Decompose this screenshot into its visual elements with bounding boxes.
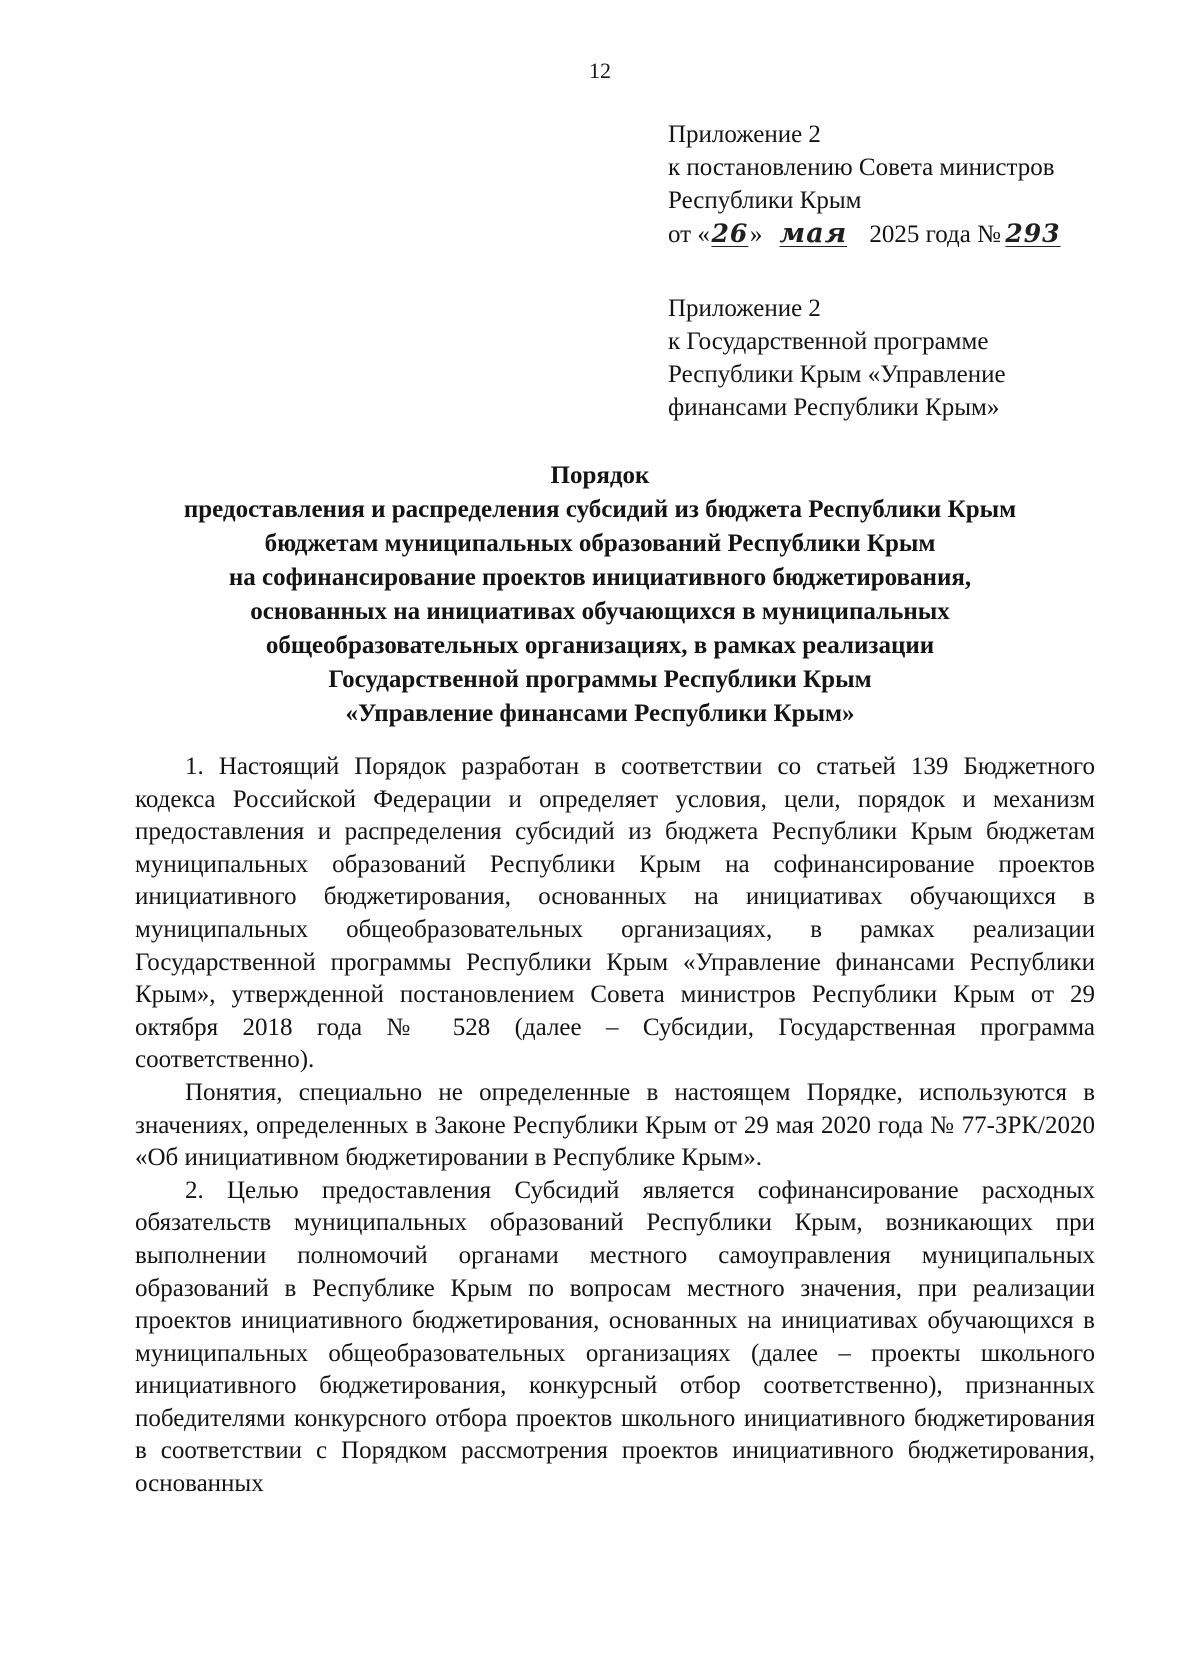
paragraph-2: 2. Целью предоставления Субсидий является софинансирование расходных обязательств муниципальных образований Республики Крым, возникающих при выполнении полномочий органами местного самоуправления муниципальных образований в Республике Крым по вопросам местного значения, при реализации проектов инициативного бюджетирования, основанных на инициативах обучающихся в муниципальных общеобразовательных организациях (далее – проекты школьного инициативного бюджетирования, конкурсный отбор соответственно), признанных победителями конкурсного отбора проектов школьного инициативного бюджетирования в соответствии с Порядком рассмотрения проектов инициативного бюджетирования, основанных (135, 1176, 1095, 1498)
appendix-header-program (668, 292, 1128, 424)
title-line: предоставления и распределения субсидий из бюджета Республики Крым (183, 496, 1017, 523)
document-title (0, 459, 1200, 731)
date-year: 2025 года № (869, 221, 1001, 248)
title-line: на софинансирование проектов инициативного бюджетирования, (228, 564, 972, 591)
appendix-title: Приложение 2 (668, 121, 821, 148)
appendix-header-resolution (668, 118, 1128, 251)
title-line: «Управление финансами Республики Крым» (345, 700, 855, 727)
date-prefix: от « (668, 221, 710, 248)
title-line: бюджетам муниципальных образований Республики Крым (264, 530, 936, 557)
appendix-reference: к Государственной программе (668, 328, 989, 355)
date-mid: » (749, 221, 763, 248)
title-line: основанных на инициативах обучающихся в муниципальных (250, 598, 950, 625)
page-number: 12 (589, 58, 611, 83)
appendix-reference-cont: Республики Крым «Управление (668, 361, 1006, 388)
title-heading: Порядок (550, 462, 650, 489)
paragraph-1: 1. Настоящий Порядок разработан в соответствии со статьей 139 Бюджетного кодекса Российской Федерации и определяет условия, цели, порядок и механизм предоставления и распределения субсидий из бюджета Республики Крым бюджетам муниципальных образований Республики Крым на софинансирование проектов инициативного бюджетирования, основанных на инициативах обучающихся в муниципальных общеобразовательных организациях, в рамках реализации Государственной программы Республики Крым «Управление финансами Республики Крым», утвержденной постановлением Совета министров Республики Крым от 29 октября 2018 года № 528 (далее – Субсидии, Государственная программа соответственно). (135, 753, 1095, 1074)
title-line: Государственной программы Республики Крым (328, 666, 872, 693)
handwritten-month: мая (779, 218, 848, 249)
appendix-reference-cont: финансами Республики Крым» (668, 394, 1000, 421)
appendix-title: Приложение 2 (668, 295, 821, 322)
appendix-reference: к постановлению Совета министров (668, 154, 1055, 181)
paragraph-1-definitions: Понятия, специально не определенные в настоящем Порядке, используются в значениях, определенных в Законе Республики Крым от 29 мая 2020 года № 77-ЗРК/2020 «Об инициативном бюджетировании в Республике Крым». (135, 1078, 1095, 1172)
title-line: общеобразовательных организациях, в рамках реализации (265, 632, 935, 659)
document-body (135, 751, 1095, 1501)
appendix-reference-cont: Республики Крым (668, 187, 862, 214)
handwritten-day: 26 (711, 219, 749, 248)
handwritten-number: 293 (1005, 219, 1061, 248)
appendix-date-line (668, 217, 1128, 251)
